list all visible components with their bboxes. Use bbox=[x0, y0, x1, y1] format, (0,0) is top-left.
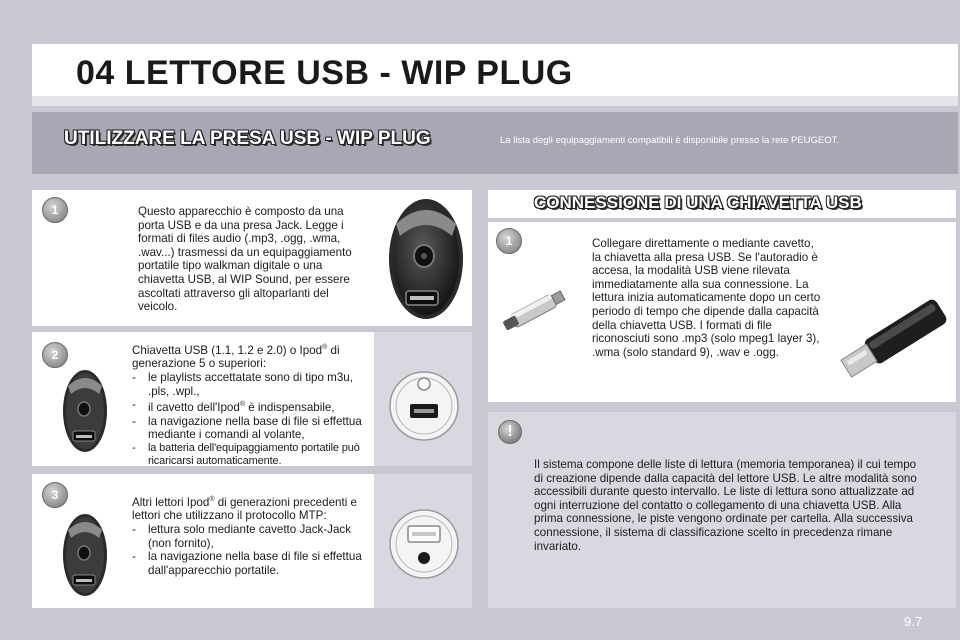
section-2-item-1: - le playlists accettatate sono di tipo m3u, .pls, .wpl., bbox=[132, 371, 368, 398]
usb-jack-socket-image bbox=[386, 196, 466, 327]
page-title: 04 LETTORE USB - WIP PLUG bbox=[76, 54, 573, 92]
usb-jack-socket-image-small bbox=[62, 368, 108, 459]
section-3-item-2: - la navigazione nella base di file si effettua dall'apparecchio portatile. bbox=[132, 550, 364, 577]
section-2-intro-a: Chiavetta USB (1.1, 1.2 e 2.0) o Ipod bbox=[132, 343, 323, 357]
section-2-badge: 2 bbox=[42, 342, 68, 368]
section-1-text: Questo apparecchio è composto da una porta USB e da una presa Jack. Legge i formati di files audio (.mp3, .ogg, .wma, .wav...) trasmessi da un equipaggiamento portatile tipo walkman digitale o una chiavetta USB, al WIP Sound, per essere ascoltati attraverso gli altoparlanti del veicolo. bbox=[138, 205, 352, 314]
section-subtitle: UTILIZZARE LA PRESA USB - WIP PLUG bbox=[64, 128, 431, 149]
page-number: 9.7 bbox=[904, 614, 923, 629]
section-2-item-3: - la navigazione nella base di file si effettua mediante i comandi al volante, bbox=[132, 415, 368, 442]
section-2-item-2-a: il cavetto dell'Ipod bbox=[148, 401, 240, 415]
section-2-text bbox=[132, 341, 368, 469]
section-3-badge: 3 bbox=[42, 482, 68, 508]
registered-mark: ® bbox=[322, 344, 328, 351]
registered-mark: ® bbox=[239, 401, 245, 409]
usb-stick-image bbox=[502, 288, 572, 335]
section-2-item-4: - la batteria dell'equipaggiamento portatile può ricaricarsi automaticamente. bbox=[132, 442, 368, 469]
compatibility-note: La lista degli equipaggiamenti compatibili è disponibile presso la rete PEUGEOT. bbox=[500, 135, 840, 146]
usb-jack-socket-image-small bbox=[62, 512, 108, 603]
connection-text: Collegare direttamente o mediante cavetto, la chiavetta alla presa USB. Se l'autoradio è accesa, la modalità USB viene rilevata immediatamente alla sua connessione. La lettura inizia automaticamente dopo un certo periodo di tempo che dipende dalla capacità della chiavetta USB. I formati di file riconosciuti sono .mp3 (solo mpeg1 layer 3), .wma (solo standard 9), .wav e .ogg. bbox=[592, 237, 821, 359]
warning-text: Il sistema compone delle liste di lettura (memoria temporanea) il cui tempo di creazione dipende dalla capacità del lettore USB. Le altre modalità sono accessibili durante questo intervallo. Le liste di lettura sono attualizzate ad ogni interruzione del contatto o collegamento di una chiavetta USB. Alla prima connessione, le piste vengono ordinate per cartella. Alla successiva connessione, il sistema di classificazione scelto in precedenza rimane invariato. bbox=[534, 458, 917, 553]
connection-badge: 1 bbox=[496, 228, 522, 254]
usb-port-line-drawing bbox=[386, 366, 462, 451]
section-2-item-2-b: è indispensabile, bbox=[244, 401, 335, 415]
usb-cable-plug-image bbox=[830, 290, 954, 395]
section-2-intro-b: di generazione 5 o superiori: bbox=[132, 343, 340, 371]
title-bar-shadow bbox=[32, 96, 958, 106]
registered-mark: ® bbox=[209, 496, 215, 503]
warning-icon: ! bbox=[498, 420, 522, 444]
section-2-item-2 bbox=[132, 398, 368, 414]
jack-port-line-drawing bbox=[386, 504, 462, 589]
section-3-intro-b: di generazioni precedenti e lettori che utilizzano il protocollo MTP: bbox=[132, 495, 357, 523]
section-3-item-1: - lettura solo mediante cavetto Jack-Jack (non fornito), bbox=[132, 523, 364, 550]
section-3-intro-a: Altri lettori Ipod bbox=[132, 495, 210, 509]
connection-title: CONNESSIONE DI UNA CHIAVETTA USB bbox=[534, 193, 862, 212]
section-3-text bbox=[132, 493, 364, 577]
section-1-badge: 1 bbox=[42, 197, 68, 223]
